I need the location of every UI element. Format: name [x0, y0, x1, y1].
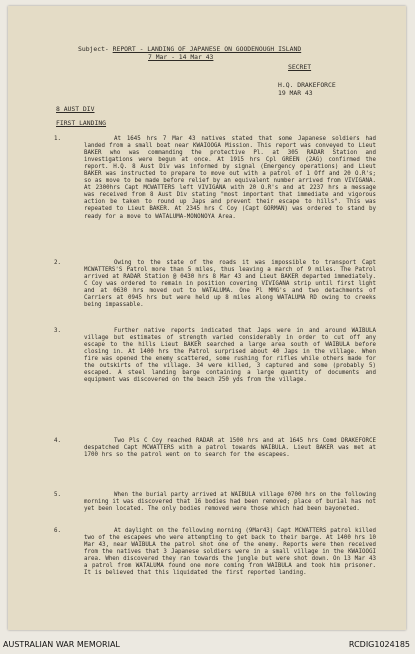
subject-label: Subject- [78, 45, 109, 53]
paragraph-number: 5. [54, 492, 61, 498]
paragraph-number: 6. [54, 528, 61, 534]
paragraph-text: Owing to the state of the roads it was impossible to transport Capt MCWATTERS'S Patrol more than 5 miles, thus leaving a march of 9 miles. The Patrol arrived at RADAR Station @ 0430 hrs 8 Mar 43 and Lieut BAKER departed immediately. C Coy was ordered to remain in position covering VIVIGANA strip until first light and at 0630 hrs moved out to WATALUMA. One Pl MMG's and two detachments of Carriers at 0945 hrs but were held up 8 miles along WATALUMA RD owing to creeks being impassable. [84, 260, 376, 309]
paragraph [56, 528, 376, 577]
paragraph [56, 260, 376, 309]
archive-name: AUSTRALIAN WAR MEMORIAL [3, 640, 120, 649]
classification-stamp: SECRET [288, 63, 312, 71]
paragraph-text: When the burial party arrived at WAIBULA village 0700 hrs on the following morning it was discovered that 16 bodies had been removed; place of burial has not yet been located. The only bodies removed were those which had been bayoneted. [84, 492, 376, 513]
paragraph [56, 328, 376, 384]
addressee: 8 AUST DIV [56, 105, 95, 113]
paragraph-number: 2. [54, 260, 61, 266]
paragraph-text: Further native reports indicated that Japs were in and around WAIBULA village but estimates of strength varied considerably in order to cut off any escape to the hills Lieut BAKER searched a large area south of WAIBULA before closing in. At 1400 hrs the Patrol surprised about 40 Japs in the village. When fire was opened the enemy scattered, some rushing for rifles while others made for the outskirts of the village. 34 were killed, 3 captured and some (probably 5) escaped. A steel landing barge containing a large quantity of documents and equipment was discovered on the beach 250 yds from the village. [84, 328, 376, 384]
subject-title: REPORT - LANDING OF JAPANESE ON GOODENOUGH ISLAND [112, 45, 302, 53]
document-page [8, 6, 406, 630]
date-range: 7 Mar - 14 Mar 43 [148, 53, 214, 61]
paragraph-text: At daylight on the following morning (9Mar43) Capt MCWATTERS patrol killed two of the escapees who were attempting to get back to their barge. At 1400 hrs 10 Mar 43, near WAIBULA the patrol shot one of the enemy. Reports were then received from the natives that 3 Japanese soldiers were in a small village in the KWAIOOGI area. When discovered they ran towards the jungle but were shot down. On 13 Mar 43 a patrol from WATALUMA found one more coming from WAIBULA and took him prisoner. It is believed that this liquidated the first reported landing. [84, 528, 376, 577]
hq-line: H.Q. DRAKEFORCE [278, 81, 336, 89]
record-id: RCDIG1024185 [348, 640, 410, 649]
paragraph-number: 4. [54, 438, 61, 444]
paragraph-number: 1. [54, 136, 61, 142]
paragraph [56, 492, 376, 513]
paragraph-text: Two Pls C Coy reached RADAR at 1500 hrs and at 1645 hrs Comd DRAKEFORCE despatched Capt MCWATTERS with a patrol towards WAIBULA. Lieut BAKER was met at 1700 hrs so the patrol went on to search for the escapees. [84, 438, 376, 459]
section-heading: FIRST LANDING [56, 119, 107, 127]
paragraph [56, 136, 376, 221]
paragraph [56, 438, 376, 459]
hq-date: 19 MAR 43 [278, 89, 313, 97]
paragraph-number: 3. [54, 328, 61, 334]
paragraph-text: At 1645 hrs 7 Mar 43 natives stated that some Japanese soldiers had landed from a small boat near KWAIOOGA Mission. This report was conveyed to Lieut BAKER who was commanding the protective Pl. at 305 RADAR Station and investigations were begun at once. At 1915 hrs Cpl GREEN (2AG) confirmed the report. H.Q. 8 Aust Div was informed by signal (Emergency operations) and Lieut BAKER was instructed to prepare to move out with a patrol of 1 Off and 20 O.R's; so as move to be made before relief by an equivalent number arrived from VIVIGANA. At 2300hrs Capt MCWATTERS left VIVIGANA with 20 O.R's and at 2237 hrs a message was received from 8 Aust Div stating "most important that immediate and vigorous action be taken to round up Japs and prevent their escape to hills". This was repeated to Lieut BAKER. At 2345 hrs C Coy (Capt GORMAN) was ordered to stand by ready for a move to WATALUMA-MONONOYA Area. [84, 136, 376, 220]
